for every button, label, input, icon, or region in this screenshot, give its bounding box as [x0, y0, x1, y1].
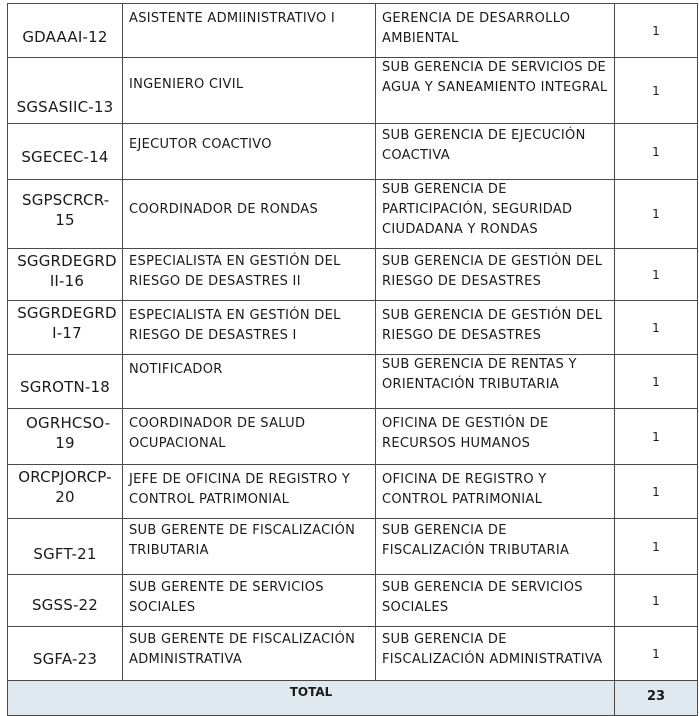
position-title: NOTIFICADOR — [123, 355, 376, 409]
position-code: SGFT-21 — [8, 519, 123, 575]
organizational-unit: SUB GERENCIA DE GESTIÓN DEL RIESGO DE DESASTRES — [376, 301, 615, 355]
position-title: ESPECIALISTA EN GESTIÓN DEL RIESGO DE DESASTRES II — [123, 249, 376, 301]
position-quantity: 1 — [615, 627, 698, 681]
position-quantity: 1 — [615, 249, 698, 301]
table-row — [8, 355, 698, 409]
position-code: SGPSCRCR-15 — [8, 180, 123, 249]
position-code: SGSS-22 — [8, 575, 123, 627]
position-code: SGGRDEGRDII-16 — [8, 249, 123, 301]
table-row — [8, 301, 698, 355]
organizational-unit: SUB GERENCIA DE EJECUCIÓN COACTIVA — [376, 124, 615, 180]
position-quantity: 1 — [615, 4, 698, 58]
table-row — [8, 124, 698, 180]
organizational-unit: SUB GERENCIA DE GESTIÓN DEL RIESGO DE DESASTRES — [376, 249, 615, 301]
position-quantity: 1 — [615, 465, 698, 519]
organizational-unit: OFICINA DE GESTIÓN DE RECURSOS HUMANOS — [376, 409, 615, 465]
total-label: TOTAL — [8, 681, 615, 716]
position-title: ESPECIALISTA EN GESTIÓN DEL RIESGO DE DESASTRES I — [123, 301, 376, 355]
position-title: JEFE DE OFICINA DE REGISTRO Y CONTROL PATRIMONIAL — [123, 465, 376, 519]
table-row — [8, 519, 698, 575]
position-title: EJECUTOR COACTIVO — [123, 124, 376, 180]
table-row — [8, 4, 698, 58]
position-code: SGECEC-14 — [8, 124, 123, 180]
organizational-unit: OFICINA DE REGISTRO Y CONTROL PATRIMONIAL — [376, 465, 615, 519]
position-quantity: 1 — [615, 58, 698, 124]
position-title: SUB GERENTE DE FISCALIZACIÓN ADMINISTRATIVA — [123, 627, 376, 681]
position-code: ORCPJORCP-20 — [8, 465, 123, 519]
table-row — [8, 627, 698, 681]
position-title: COORDINADOR DE RONDAS — [123, 180, 376, 249]
position-quantity: 1 — [615, 301, 698, 355]
total-row — [8, 681, 698, 716]
positions-table — [7, 3, 698, 716]
position-code: SGGRDEGRDI-17 — [8, 301, 123, 355]
table-row — [8, 575, 698, 627]
position-code: SGFA-23 — [8, 627, 123, 681]
table-row — [8, 180, 698, 249]
table-row — [8, 58, 698, 124]
position-quantity: 1 — [615, 519, 698, 575]
position-code: SGROTN-18 — [8, 355, 123, 409]
position-code: GDAAAI-12 — [8, 4, 123, 58]
table-row — [8, 409, 698, 465]
position-title: ASISTENTE ADMIINISTRATIVO I — [123, 4, 376, 58]
position-code: OGRHCSO-19 — [8, 409, 123, 465]
position-quantity: 1 — [615, 575, 698, 627]
position-title: SUB GERENTE DE FISCALIZACIÓN TRIBUTARIA — [123, 519, 376, 575]
organizational-unit: SUB GERENCIA DE RENTAS Y ORIENTACIÓN TRIBUTARIA — [376, 355, 615, 409]
organizational-unit: SUB GERENCIA DE PARTICIPACIÓN, SEGURIDAD CIUDADANA Y RONDAS — [376, 180, 615, 249]
organizational-unit: SUB GERENCIA DE SERVICIOS SOCIALES — [376, 575, 615, 627]
position-title: COORDINADOR DE SALUD OCUPACIONAL — [123, 409, 376, 465]
total-value: 23 — [615, 681, 698, 716]
position-quantity: 1 — [615, 409, 698, 465]
position-quantity: 1 — [615, 355, 698, 409]
position-title: SUB GERENTE DE SERVICIOS SOCIALES — [123, 575, 376, 627]
position-quantity: 1 — [615, 124, 698, 180]
organizational-unit: GERENCIA DE DESARROLLO AMBIENTAL — [376, 4, 615, 58]
table-row — [8, 249, 698, 301]
organizational-unit: SUB GERENCIA DE SERVICIOS DE AGUA Y SANEAMIENTO INTEGRAL — [376, 58, 615, 124]
position-quantity: 1 — [615, 180, 698, 249]
table-row — [8, 465, 698, 519]
organizational-unit: SUB GERENCIA DE FISCALIZACIÓN ADMINISTRATIVA — [376, 627, 615, 681]
organizational-unit: SUB GERENCIA DE FISCALIZACIÓN TRIBUTARIA — [376, 519, 615, 575]
position-code: SGSASIIC-13 — [8, 58, 123, 124]
position-title: INGENIERO CIVIL — [123, 58, 376, 124]
